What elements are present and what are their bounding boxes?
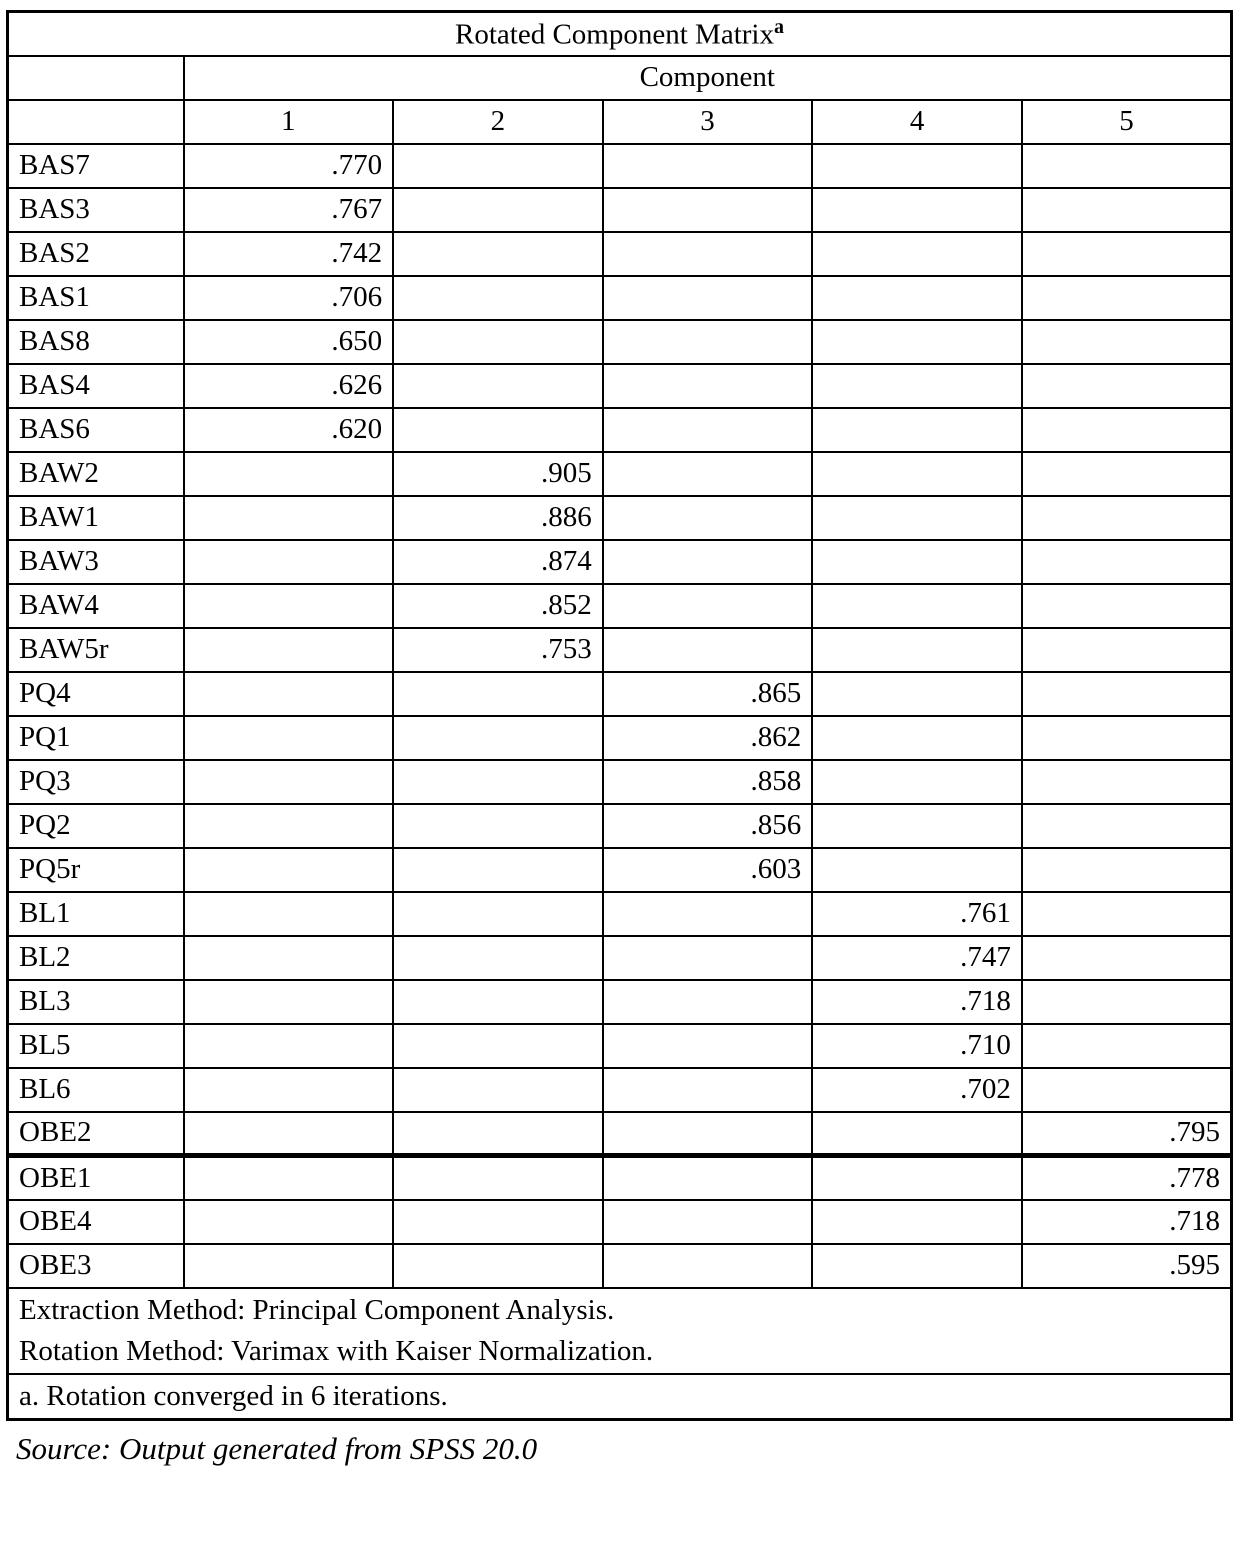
loading-value-cell bbox=[812, 276, 1022, 320]
loading-value-cell bbox=[393, 364, 603, 408]
loading-value-cell bbox=[184, 1112, 394, 1156]
loading-value-cell bbox=[812, 144, 1022, 188]
table-row bbox=[8, 1024, 1232, 1068]
source-line: Source: Output generated from SPSS 20.0 bbox=[16, 1431, 538, 1467]
loading-value-cell bbox=[184, 1068, 394, 1112]
loading-value-cell bbox=[1022, 452, 1232, 496]
loading-value-cell bbox=[812, 1200, 1022, 1244]
loading-value-cell bbox=[603, 496, 813, 540]
loading-value-cell bbox=[184, 628, 394, 672]
loading-value-cell bbox=[393, 1112, 603, 1156]
loading-value-cell bbox=[184, 848, 394, 892]
column-header-3: 3 bbox=[603, 100, 813, 144]
loading-value-cell bbox=[812, 1112, 1022, 1156]
loading-value-cell bbox=[812, 452, 1022, 496]
table-row bbox=[8, 1200, 1232, 1244]
loading-value-cell bbox=[1022, 980, 1232, 1024]
loading-value-cell bbox=[393, 1200, 603, 1244]
loading-value-cell bbox=[603, 276, 813, 320]
loading-value-cell bbox=[812, 628, 1022, 672]
loading-value-cell bbox=[603, 980, 813, 1024]
row-label: BAS8 bbox=[8, 320, 184, 364]
row-label: PQ3 bbox=[8, 760, 184, 804]
row-label: BAW1 bbox=[8, 496, 184, 540]
loading-value-cell bbox=[1022, 320, 1232, 364]
methods-footnote-cell bbox=[8, 1288, 1232, 1374]
loading-value-cell bbox=[184, 936, 394, 980]
row-label: BAS7 bbox=[8, 144, 184, 188]
loading-value-cell bbox=[603, 188, 813, 232]
component-header-row bbox=[8, 56, 1232, 100]
table-row bbox=[8, 276, 1232, 320]
loading-value-cell bbox=[603, 452, 813, 496]
table-body bbox=[8, 144, 1232, 1288]
loading-value-cell bbox=[393, 408, 603, 452]
loading-value-cell bbox=[812, 804, 1022, 848]
loading-value-cell: .852 bbox=[393, 584, 603, 628]
methods-footnote-row bbox=[8, 1288, 1232, 1374]
loading-value-cell bbox=[184, 1244, 394, 1288]
corner-blank-cell bbox=[8, 56, 184, 100]
table-title-text: Rotated Component Matrix bbox=[455, 18, 774, 51]
table-row bbox=[8, 892, 1232, 936]
loading-value-cell: .626 bbox=[184, 364, 394, 408]
loading-value-cell: .650 bbox=[184, 320, 394, 364]
loading-value-cell bbox=[393, 320, 603, 364]
loading-value-cell bbox=[393, 1156, 603, 1200]
loading-value-cell bbox=[1022, 540, 1232, 584]
row-label: PQ2 bbox=[8, 804, 184, 848]
loading-value-cell bbox=[603, 1244, 813, 1288]
note-a-cell: a. Rotation converged in 6 iterations. bbox=[8, 1374, 1232, 1420]
loading-value-cell bbox=[393, 980, 603, 1024]
loading-value-cell bbox=[812, 496, 1022, 540]
loading-value-cell bbox=[184, 584, 394, 628]
loading-value-cell bbox=[184, 892, 394, 936]
loading-value-cell: .905 bbox=[393, 452, 603, 496]
loading-value-cell bbox=[393, 276, 603, 320]
loading-value-cell bbox=[1022, 628, 1232, 672]
loading-value-cell bbox=[603, 364, 813, 408]
loading-value-cell: .886 bbox=[393, 496, 603, 540]
loading-value-cell bbox=[812, 584, 1022, 628]
corner-blank-cell bbox=[8, 100, 184, 144]
loading-value-cell bbox=[393, 716, 603, 760]
loading-value-cell bbox=[812, 232, 1022, 276]
table-row bbox=[8, 716, 1232, 760]
row-label: BL6 bbox=[8, 1068, 184, 1112]
loading-value-cell bbox=[1022, 584, 1232, 628]
table-row bbox=[8, 188, 1232, 232]
loading-value-cell bbox=[812, 672, 1022, 716]
loading-value-cell bbox=[603, 628, 813, 672]
loading-value-cell: .767 bbox=[184, 188, 394, 232]
row-label: OBE4 bbox=[8, 1200, 184, 1244]
loading-value-cell bbox=[603, 144, 813, 188]
loading-value-cell bbox=[393, 672, 603, 716]
table-row bbox=[8, 628, 1232, 672]
loading-value-cell bbox=[393, 804, 603, 848]
table-row bbox=[8, 1068, 1232, 1112]
loading-value-cell: .856 bbox=[603, 804, 813, 848]
loading-value-cell bbox=[812, 408, 1022, 452]
table-title bbox=[8, 12, 1232, 56]
loading-value-cell bbox=[812, 364, 1022, 408]
table-row bbox=[8, 408, 1232, 452]
loading-value-cell bbox=[393, 848, 603, 892]
loading-value-cell: .706 bbox=[184, 276, 394, 320]
column-header-4: 4 bbox=[812, 100, 1022, 144]
loading-value-cell bbox=[812, 1244, 1022, 1288]
loading-value-cell bbox=[393, 760, 603, 804]
loading-value-cell bbox=[184, 716, 394, 760]
loading-value-cell bbox=[184, 452, 394, 496]
table-row bbox=[8, 1156, 1232, 1200]
loading-value-cell bbox=[393, 936, 603, 980]
rotated-component-matrix-table bbox=[6, 10, 1233, 1421]
row-label: BAW2 bbox=[8, 452, 184, 496]
table-row bbox=[8, 1112, 1232, 1156]
row-label: BAW5r bbox=[8, 628, 184, 672]
loading-value-cell bbox=[1022, 716, 1232, 760]
note-a-row bbox=[8, 1374, 1232, 1420]
loading-value-cell bbox=[393, 144, 603, 188]
loading-value-cell: .603 bbox=[603, 848, 813, 892]
row-label: OBE2 bbox=[8, 1112, 184, 1156]
rotation-method-note: Rotation Method: Varimax with Kaiser Normalization. bbox=[19, 1334, 654, 1367]
loading-value-cell bbox=[1022, 848, 1232, 892]
loading-value-cell: .858 bbox=[603, 760, 813, 804]
loading-value-cell bbox=[1022, 760, 1232, 804]
table-row bbox=[8, 452, 1232, 496]
column-numbers-row bbox=[8, 100, 1232, 144]
column-header-1: 1 bbox=[184, 100, 394, 144]
loading-value-cell bbox=[603, 936, 813, 980]
loading-value-cell bbox=[184, 980, 394, 1024]
loading-value-cell bbox=[184, 540, 394, 584]
row-label: BAW3 bbox=[8, 540, 184, 584]
loading-value-cell: .865 bbox=[603, 672, 813, 716]
loading-value-cell bbox=[1022, 364, 1232, 408]
loading-value-cell bbox=[603, 232, 813, 276]
loading-value-cell bbox=[184, 1024, 394, 1068]
table-row bbox=[8, 584, 1232, 628]
loading-value-cell bbox=[184, 1156, 394, 1200]
loading-value-cell: .718 bbox=[812, 980, 1022, 1024]
table-row bbox=[8, 364, 1232, 408]
loading-value-cell: .770 bbox=[184, 144, 394, 188]
loading-value-cell: .778 bbox=[1022, 1156, 1232, 1200]
loading-value-cell bbox=[603, 320, 813, 364]
loading-value-cell bbox=[603, 1024, 813, 1068]
loading-value-cell bbox=[393, 232, 603, 276]
loading-value-cell bbox=[1022, 1068, 1232, 1112]
loading-value-cell bbox=[812, 540, 1022, 584]
loading-value-cell bbox=[393, 892, 603, 936]
loading-value-cell bbox=[393, 188, 603, 232]
loading-value-cell bbox=[1022, 936, 1232, 980]
loading-value-cell bbox=[184, 804, 394, 848]
row-label: BAW4 bbox=[8, 584, 184, 628]
loading-value-cell bbox=[393, 1068, 603, 1112]
loading-value-cell bbox=[1022, 232, 1232, 276]
loading-value-cell bbox=[1022, 144, 1232, 188]
loading-value-cell bbox=[1022, 1024, 1232, 1068]
loading-value-cell bbox=[812, 848, 1022, 892]
column-header-5: 5 bbox=[1022, 100, 1232, 144]
loading-value-cell bbox=[603, 1112, 813, 1156]
row-label: BL5 bbox=[8, 1024, 184, 1068]
row-label: PQ4 bbox=[8, 672, 184, 716]
loading-value-cell: .753 bbox=[393, 628, 603, 672]
extraction-method-note: Extraction Method: Principal Component Analysis. bbox=[19, 1293, 615, 1326]
table-row bbox=[8, 540, 1232, 584]
loading-value-cell bbox=[603, 1156, 813, 1200]
table-row bbox=[8, 232, 1232, 276]
table-row bbox=[8, 848, 1232, 892]
loading-value-cell bbox=[603, 892, 813, 936]
table-row bbox=[8, 760, 1232, 804]
loading-value-cell bbox=[603, 584, 813, 628]
loading-value-cell bbox=[184, 760, 394, 804]
table-row bbox=[8, 804, 1232, 848]
loading-value-cell bbox=[1022, 408, 1232, 452]
row-label: OBE1 bbox=[8, 1156, 184, 1200]
loading-value-cell bbox=[393, 1244, 603, 1288]
title-row bbox=[8, 12, 1232, 56]
column-header-2: 2 bbox=[393, 100, 603, 144]
table-row bbox=[8, 496, 1232, 540]
loading-value-cell bbox=[812, 1156, 1022, 1200]
table-title-superscript: a bbox=[773, 15, 784, 38]
row-label: BL2 bbox=[8, 936, 184, 980]
loading-value-cell bbox=[1022, 672, 1232, 716]
loading-value-cell: .702 bbox=[812, 1068, 1022, 1112]
loading-value-cell bbox=[812, 716, 1022, 760]
row-label: BAS4 bbox=[8, 364, 184, 408]
loading-value-cell bbox=[812, 320, 1022, 364]
loading-value-cell bbox=[603, 1068, 813, 1112]
loading-value-cell bbox=[1022, 188, 1232, 232]
loading-value-cell bbox=[184, 1200, 394, 1244]
loading-value-cell: .862 bbox=[603, 716, 813, 760]
loading-value-cell: .747 bbox=[812, 936, 1022, 980]
loading-value-cell bbox=[812, 188, 1022, 232]
loading-value-cell bbox=[184, 672, 394, 716]
component-header: Component bbox=[184, 56, 1232, 100]
loading-value-cell bbox=[603, 1200, 813, 1244]
loading-value-cell: .718 bbox=[1022, 1200, 1232, 1244]
loading-value-cell bbox=[603, 540, 813, 584]
table-row bbox=[8, 672, 1232, 716]
row-label: BL1 bbox=[8, 892, 184, 936]
loading-value-cell: .620 bbox=[184, 408, 394, 452]
row-label: BAS1 bbox=[8, 276, 184, 320]
loading-value-cell: .874 bbox=[393, 540, 603, 584]
table-row bbox=[8, 1244, 1232, 1288]
loading-value-cell bbox=[812, 760, 1022, 804]
loading-value-cell bbox=[393, 1024, 603, 1068]
row-label: BL3 bbox=[8, 980, 184, 1024]
row-label: BAS6 bbox=[8, 408, 184, 452]
row-label: PQ1 bbox=[8, 716, 184, 760]
loading-value-cell bbox=[1022, 276, 1232, 320]
row-label: BAS2 bbox=[8, 232, 184, 276]
table-row bbox=[8, 936, 1232, 980]
loading-value-cell bbox=[1022, 496, 1232, 540]
row-label: PQ5r bbox=[8, 848, 184, 892]
loading-value-cell: .761 bbox=[812, 892, 1022, 936]
loading-value-cell: .595 bbox=[1022, 1244, 1232, 1288]
loading-value-cell: .742 bbox=[184, 232, 394, 276]
loading-value-cell bbox=[1022, 892, 1232, 936]
loading-value-cell bbox=[184, 496, 394, 540]
row-label: OBE3 bbox=[8, 1244, 184, 1288]
loading-value-cell bbox=[603, 408, 813, 452]
table-row bbox=[8, 980, 1232, 1024]
loading-value-cell bbox=[1022, 804, 1232, 848]
loading-value-cell: .710 bbox=[812, 1024, 1022, 1068]
table-row bbox=[8, 144, 1232, 188]
row-label: BAS3 bbox=[8, 188, 184, 232]
loading-value-cell: .795 bbox=[1022, 1112, 1232, 1156]
table-row bbox=[8, 320, 1232, 364]
